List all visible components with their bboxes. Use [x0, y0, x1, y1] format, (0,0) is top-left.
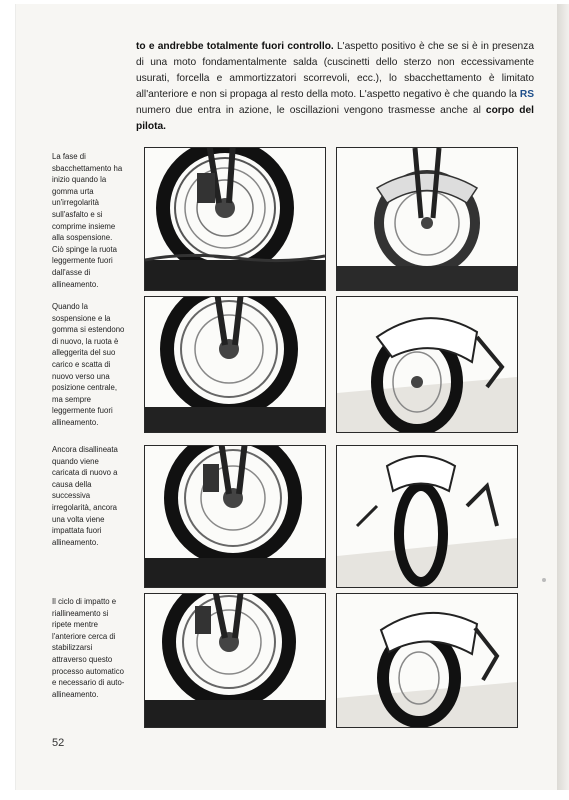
front-wheel-sketch-icon — [145, 148, 325, 290]
caption-3: Ancora disallineata quando viene caricata di nuovo a causa della successiva irregolarità, ancora una volta viene impattata fuori allineamento. — [52, 445, 118, 547]
figure-2-wheel-panel — [144, 296, 326, 433]
caption-1: La fase di sbacchettamento ha inizio quando la gomma urta un'irregolarità sull'asfalto e si comprime insieme alla sospensione. Ciò spinge la ruota leggermente fuori dall'asse di allineamento. — [52, 152, 123, 289]
motorcycle-front-sketch-icon — [337, 594, 517, 727]
intro-text-2: numero due entra in azione, le oscillazioni vengono trasmesse anche al — [136, 105, 486, 117]
figure-1-wheel-panel — [144, 147, 326, 291]
motorcycle-front-sketch-icon — [337, 446, 517, 587]
intro-highlight-rs: RS — [519, 89, 534, 101]
intro-paragraph — [136, 39, 534, 136]
motorcycle-front-sketch-icon — [337, 297, 517, 432]
figure-3-wheel-panel — [144, 445, 326, 588]
front-wheel-sketch-icon — [145, 594, 325, 727]
figure-4-wheel-panel — [144, 593, 326, 728]
page-number: 52 — [52, 737, 65, 749]
intro-text-1: L'aspetto positivo è che se si è in presenza di una moto fondamentalmente salda (cuscinetti dello sterzo non eccessivamente usurati, forcella e ammortizzatori scorrevoli, ecc.), lo sbacchettamento è limitato all'anteriore e non si propaga al resto della moto. L'aspetto negativo è che quando la — [136, 41, 534, 101]
intro-bold-end: corpo del pilota. — [136, 105, 534, 133]
caption-4: Il ciclo di impatto e riallineamento si ripete mentre l'anteriore cerca di stabilizzarsi attraverso questo processo automatico e necessario di auto-allineamento. — [52, 597, 125, 699]
front-wheel-sketch-icon — [145, 446, 325, 587]
figure-4-bike-panel — [336, 593, 518, 728]
figure-3-bike-panel — [336, 445, 518, 588]
front-wheel-sketch-icon — [145, 297, 325, 432]
intro-bold-start: to e andrebbe totalmente fuori controllo. — [136, 41, 334, 52]
page-spine-shadow — [557, 4, 569, 790]
book-page — [16, 4, 557, 790]
figure-2-bike-panel — [336, 296, 518, 433]
edge-dot — [542, 578, 546, 582]
figure-1-bike-panel — [336, 147, 518, 291]
motorcycle-front-sketch-icon — [337, 148, 517, 290]
caption-2: Quando la sospensione e la gomma si estendono di nuovo, la ruota è alleggerita del suo carico e scatta di nuovo verso una posizione centrale, ma sempre leggermente fuori allineamento. — [52, 302, 125, 427]
